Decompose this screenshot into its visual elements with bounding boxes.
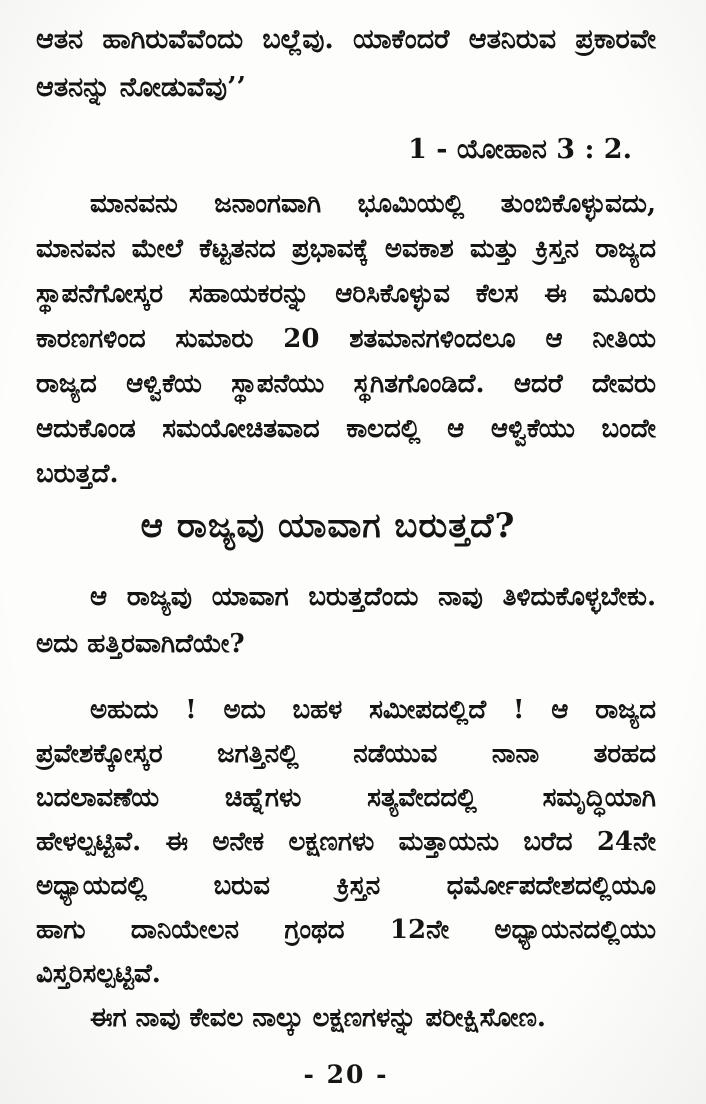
text-line: ಹಾಗು ದಾನಿಯೇಲನ ಗ್ರಂಥದ 12ನೇ ಅಧ್ಯಾಯನದಲ್ಲಿಯು bbox=[36, 915, 656, 945]
text-line: ಆತನನ್ನು ನೋಡುವೆವು’’ bbox=[36, 72, 246, 103]
paragraph-reasons bbox=[36, 182, 656, 497]
text-line: ರಾಜ್ಯದ ಆಳ್ವಿಕೆಯ ಸ್ಥಾಪನೆಯು ಸ್ಥಗಿತಗೊಂಡಿದೆ. ಆದರೆ ದೇವರು bbox=[36, 369, 656, 399]
scripture-citation bbox=[36, 130, 656, 170]
text-line: ಅಹುದು ! ಅದು ಬಹಳ ಸಮೀಪದಲ್ಲಿದೆ ! ಆ ರಾಜ್ಯದ bbox=[90, 695, 656, 725]
text-line: ಈಗ ನಾವು ಕೇವಲ ನಾಲ್ಕು ಲಕ್ಷಣಗಳನ್ನು ಪರೀಕ್ಷಿಸೋಣ. bbox=[90, 1003, 546, 1033]
paragraph-examine bbox=[36, 996, 656, 1040]
text-line: ಅದು ಹತ್ತಿರವಾಗಿದೆಯೇ? bbox=[36, 629, 245, 659]
text-line: ಅಧ್ಯಾಯದಲ್ಲಿ ಬರುವ ಕ್ರಿಸ್ತನ ಧರ್ಮೋಪದೇಶದಲ್ಲಿಯೂ bbox=[36, 871, 656, 901]
section-heading-text: ಆ ರಾಜ್ಯವು ಯಾವಾಗ ಬರುತ್ತದೆ? bbox=[140, 506, 516, 546]
paragraph-question bbox=[36, 574, 656, 668]
text-line: ಪ್ರವೇಶಕ್ಕೋಸ್ಕರ ಜಗತ್ತಿನಲ್ಲಿ ನಡೆಯುವ ನಾನಾ ತರಹದ bbox=[36, 739, 656, 769]
quote-end-paragraph bbox=[36, 16, 656, 112]
text-line: ಆತನ ಹಾಗಿರುವೆವೆಂದು ಬಲ್ಲೆವು. ಯಾಕೆಂದರೆ ಆತನಿರುವ ಪ್ರಕಾರವೇ bbox=[36, 24, 656, 55]
citation-text: 1 - ಯೋಹಾನ 3 : 2. bbox=[408, 134, 632, 165]
text-line: ಮಾನವನು ಜನಾಂಗವಾಗಿ ಭೂಮಿಯಲ್ಲಿ ತುಂಬಿಕೊಳ್ಳುವದು, bbox=[90, 189, 656, 219]
section-heading bbox=[36, 500, 656, 552]
text-line: ಕಾರಣಗಳಿಂದ ಸುಮಾರು 20 ಶತಮಾನಗಳಿಂದಲೂ ಆ ನೀತಿಯ bbox=[36, 324, 656, 354]
text-line: ಮಾನವನ ಮೇಲೆ ಕೆಟ್ಟತನದ ಪ್ರಭಾವಕ್ಕೆ ಅವಕಾಶ ಮತ್ತು ಕ್ರಿಸ್ತನ ರಾಜ್ಯದ bbox=[36, 234, 656, 264]
paragraph-signs bbox=[36, 688, 656, 996]
text-line: ಬರುತ್ತದೆ. bbox=[36, 459, 119, 489]
text-line: ಸ್ಥಾಪನೆಗೋಸ್ಕರ ಸಹಾಯಕರನ್ನು ಆರಿಸಿಕೊಳ್ಳುವ ಕೆಲಸ ಈ ಮೂರು bbox=[36, 279, 656, 309]
text-line: ಬದಲಾವಣೆಯ ಚಿಹ್ನೆಗಳು ಸತ್ಯವೇದದಲ್ಲಿ ಸಮೃದ್ಧಿಯಾಗಿ bbox=[36, 783, 656, 813]
text-line: ಹೇಳಲ್ಪಟ್ಟಿವೆ. ಈ ಅನೇಕ ಲಕ್ಷಣಗಳು ಮತ್ತಾಯನು ಬರೆದ 24ನೇ bbox=[36, 827, 656, 857]
page-number bbox=[36, 1058, 656, 1092]
page-number-text: - 20 - bbox=[303, 1060, 389, 1089]
text-line: ಆದುಕೊಂಡ ಸಮಯೋಚಿತವಾದ ಕಾಲದಲ್ಲಿ ಆ ಆಳ್ವಿಕೆಯು ಬಂದೇ bbox=[36, 414, 656, 444]
text-line: ಆ ರಾಜ್ಯವು ಯಾವಾಗ ಬರುತ್ತದೆಂದು ನಾವು ತಿಳಿದುಕೊಳ್ಳಬೇಕು. bbox=[90, 582, 656, 612]
text-line: ವಿಸ್ತರಿಸಲ್ಪಟ್ಟಿವೆ. bbox=[36, 959, 161, 989]
